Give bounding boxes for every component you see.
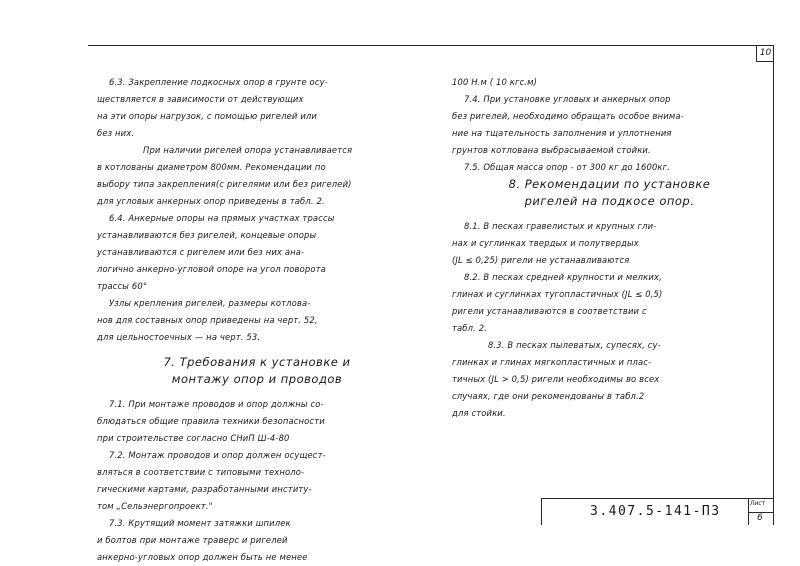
text-line: ние на тщательность заполнения и уплотнения xyxy=(452,128,672,138)
paragraph-uzly xyxy=(97,295,417,346)
paragraph-7-5: 7.5. Общая масса опор - от 300 кг до 1600кг. xyxy=(464,162,671,172)
text-line: 7.2. Монтаж проводов и опор должен осущест- xyxy=(109,450,326,460)
text-line: устанавливаются с ригелем или без них ана- xyxy=(97,247,305,257)
text-line: и болтов при монтаже траверс и ригелей xyxy=(97,535,288,545)
text-line: анкерно-угловых опор должен быть не менее xyxy=(97,552,308,562)
title-block-divider xyxy=(541,498,542,525)
spacer xyxy=(97,346,417,354)
paragraph-7-1 xyxy=(97,396,417,447)
text-line: для стойки. xyxy=(452,408,506,418)
text-line: в котлованы диаметром 800мм. Рекомендации по xyxy=(97,162,326,172)
text-line: 7.4. При установке угловых и анкерных опор xyxy=(464,94,671,104)
document-code: 3.407.5-141-П3 xyxy=(590,504,721,519)
paragraph-7-4 xyxy=(452,91,767,159)
text-line: ществляется в зависимости от действующих xyxy=(97,94,304,104)
paragraph-rigel xyxy=(97,142,417,210)
paragraph-6-4 xyxy=(97,210,417,295)
heading-line: 8. Рекомендации по установке xyxy=(508,177,711,191)
text-line: 7.3. Крутящий момент затяжки шпилек xyxy=(109,518,291,528)
heading-line: монтажу опор и проводов xyxy=(171,372,343,386)
text-line: тичных (JL > 0,5) ригели необходимы во всех xyxy=(452,374,660,384)
text-line: устанавливаются без ригелей, концевые опоры xyxy=(97,230,317,240)
text-line: 6.3. Закрепление подкосных опор в грунте осу- xyxy=(109,77,328,87)
text-line: трассы 60° xyxy=(97,281,148,291)
section-heading-8 xyxy=(452,176,767,210)
section-heading-7 xyxy=(97,354,417,388)
text-line: при строительстве согласно СНиП Ш-4-80 xyxy=(97,433,290,443)
text-line: глинках и глинах мягкопластичных и плас- xyxy=(452,357,652,367)
sheet-number: 10 xyxy=(756,45,774,62)
text-line: для угловых анкерных опор приведены в табл. 2. xyxy=(97,196,325,206)
text-line: без них. xyxy=(97,128,135,138)
text-line: При наличии ригелей опора устанавливается xyxy=(143,145,353,155)
text-line: на эти опоры нагрузок, с помощью ригелей или xyxy=(97,111,318,121)
text-line: логично анкерно-угловой опоре на угол поворота xyxy=(97,264,326,274)
paragraph-8-2 xyxy=(452,269,767,337)
text-line: для цельностоечных — на черт. 53. xyxy=(97,332,261,342)
text-line: 6.4. Анкерные опоры на прямых участках трассы xyxy=(109,213,335,223)
text-line: глинах и суглинках тугопластичных (JL ≤ 0,5) xyxy=(452,289,663,299)
text-line: нах и суглинках твердых и полутвердых xyxy=(452,238,639,248)
text-line: гическими картами, разработанными институ- xyxy=(97,484,312,494)
text-line: выбору типа закрепления(с ригелями или без ригелей) xyxy=(97,179,352,189)
left-column xyxy=(97,74,417,566)
text-line: вляться в соответствии с типовыми техноло- xyxy=(97,467,305,477)
text-line: 8.3. В песках пылеватых, супесях, су- xyxy=(488,340,661,350)
text-line: ригели устанавливаются в соответствии с xyxy=(452,306,647,316)
paragraph-8-1 xyxy=(452,218,767,269)
frame-right-border xyxy=(773,45,774,525)
text-line: нов для составных опор приведены на черт. 52, xyxy=(97,315,318,325)
sheet-page-number: 6 xyxy=(757,513,763,523)
text-line: случаях, где они рекомендованы в табл.2 xyxy=(452,391,645,401)
heading-line: ригелей на подкосе опор. xyxy=(524,194,695,208)
text-line: табл. 2. xyxy=(452,323,488,333)
spacer xyxy=(97,388,417,396)
heading-line: 7. Требования к установке и xyxy=(163,355,351,369)
paragraph-8-3 xyxy=(452,337,767,422)
text-line: (JL ≤ 0,25) ригели не устанавливаются xyxy=(452,255,630,265)
text-line: 7.1. При монтаже проводов и опор должны со- xyxy=(109,399,324,409)
text-line: блюдаться общие правила техники безопасности xyxy=(97,416,325,426)
text-line: 8.1. В песках гравелистых и крупных гли- xyxy=(464,221,657,231)
spacer xyxy=(452,210,767,218)
text-line: Узлы крепления ригелей, размеры котлова- xyxy=(109,298,311,308)
frame-top-border xyxy=(88,45,774,46)
right-column xyxy=(452,74,767,422)
title-block-top-border xyxy=(541,498,773,499)
paragraph-6-3 xyxy=(97,74,417,142)
text-line: 100 Н.м ( 10 кгс.м) xyxy=(452,77,537,87)
paragraph-7-2 xyxy=(97,447,417,515)
paragraph-7-3 xyxy=(97,515,417,566)
text-line: грунтов котлована выбрасываемой стойки. xyxy=(452,145,651,155)
text-line: том „Сельэнергопроект." xyxy=(97,501,213,511)
text-line: 8.2. В песках средней крупности и мелких, xyxy=(464,272,662,282)
text-line: без ригелей, необходимо обращать особое внима- xyxy=(452,111,684,121)
sheet-label: Лист xyxy=(750,500,766,507)
